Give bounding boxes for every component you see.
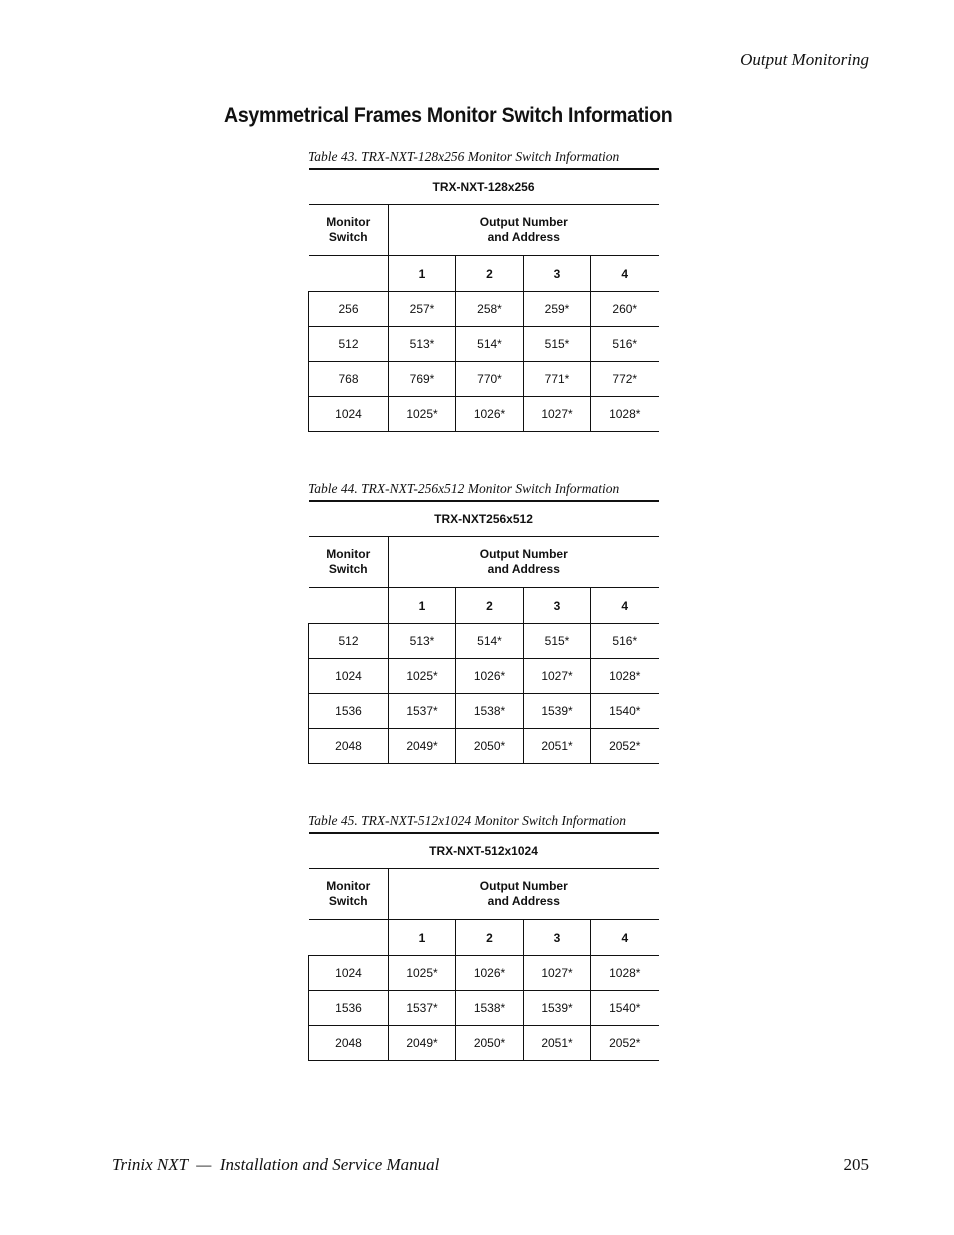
output-cell: 1537* <box>389 991 456 1026</box>
output-cell: 1025* <box>389 956 456 991</box>
monitor-cell: 1536 <box>309 694 389 729</box>
output-cell: 258* <box>456 292 524 327</box>
output-cell: 1540* <box>591 694 659 729</box>
output-column-4: 4 <box>591 920 659 956</box>
monitor-switch-table <box>308 168 659 432</box>
output-cell: 2049* <box>389 729 456 764</box>
monitor-switch-table <box>308 832 659 1061</box>
table-caption: Table 43. TRX-NXT-128x256 Monitor Switch Information <box>308 149 620 164</box>
monitor-switch-header: Monitor Switch <box>309 205 389 256</box>
output-cell: 2051* <box>524 1026 591 1061</box>
empty-cell <box>309 256 389 292</box>
running-head: Output Monitoring <box>740 50 869 69</box>
monitor-switch-header: Monitor Switch <box>309 537 389 588</box>
output-cell: 1539* <box>524 991 591 1026</box>
output-cell: 769* <box>389 362 456 397</box>
output-column-2: 2 <box>456 588 524 624</box>
table-row <box>309 659 659 694</box>
section-title: Asymmetrical Frames Monitor Switch Information <box>224 104 673 127</box>
table-block-44 <box>308 480 658 764</box>
output-cell: 513* <box>389 327 456 362</box>
output-column-1: 1 <box>389 256 456 292</box>
output-column-2: 2 <box>456 920 524 956</box>
monitor-cell: 768 <box>309 362 389 397</box>
output-column-3: 3 <box>524 920 591 956</box>
output-column-1: 1 <box>389 920 456 956</box>
output-cell: 1027* <box>524 956 591 991</box>
footer-manual-title: Trinix NXT — Installation and Service Manual <box>112 1155 440 1174</box>
output-cell: 1025* <box>389 659 456 694</box>
table-block-43 <box>308 148 658 432</box>
output-cell: 1538* <box>456 991 524 1026</box>
output-cell: 260* <box>591 292 659 327</box>
table-block-45 <box>308 812 658 1061</box>
output-cell: 515* <box>524 624 591 659</box>
monitor-cell: 1024 <box>309 659 389 694</box>
output-cell: 1027* <box>524 659 591 694</box>
table-title: TRX-NXT-128x256 <box>309 169 659 205</box>
output-number-header: Output Number and Address <box>389 869 659 920</box>
monitor-cell: 2048 <box>309 1026 389 1061</box>
table-row <box>309 327 659 362</box>
empty-cell <box>309 920 389 956</box>
output-cell: 2051* <box>524 729 591 764</box>
output-cell: 1026* <box>456 956 524 991</box>
monitor-cell: 512 <box>309 327 389 362</box>
output-cell: 1538* <box>456 694 524 729</box>
output-cell: 2050* <box>456 729 524 764</box>
monitor-cell: 256 <box>309 292 389 327</box>
output-cell: 259* <box>524 292 591 327</box>
output-cell: 514* <box>456 327 524 362</box>
output-cell: 1028* <box>591 659 659 694</box>
output-column-4: 4 <box>591 588 659 624</box>
monitor-cell: 1024 <box>309 956 389 991</box>
output-cell: 1027* <box>524 397 591 432</box>
table-row <box>309 1026 659 1061</box>
output-cell: 2050* <box>456 1026 524 1061</box>
output-cell: 1026* <box>456 397 524 432</box>
output-cell: 1025* <box>389 397 456 432</box>
empty-cell <box>309 588 389 624</box>
table-row <box>309 397 659 432</box>
output-cell: 772* <box>591 362 659 397</box>
table-title: TRX-NXT256x512 <box>309 501 659 537</box>
output-cell: 513* <box>389 624 456 659</box>
output-cell: 1537* <box>389 694 456 729</box>
table-row <box>309 292 659 327</box>
output-column-2: 2 <box>456 256 524 292</box>
monitor-cell: 512 <box>309 624 389 659</box>
table-row <box>309 729 659 764</box>
output-cell: 1028* <box>591 956 659 991</box>
output-cell: 516* <box>591 327 659 362</box>
output-cell: 1539* <box>524 694 591 729</box>
output-cell: 1540* <box>591 991 659 1026</box>
monitor-cell: 1536 <box>309 991 389 1026</box>
output-number-header: Output Number and Address <box>389 537 659 588</box>
output-cell: 2049* <box>389 1026 456 1061</box>
output-column-4: 4 <box>591 256 659 292</box>
monitor-cell: 2048 <box>309 729 389 764</box>
output-cell: 771* <box>524 362 591 397</box>
table-row <box>309 956 659 991</box>
output-cell: 514* <box>456 624 524 659</box>
table-row <box>309 624 659 659</box>
output-cell: 770* <box>456 362 524 397</box>
output-cell: 257* <box>389 292 456 327</box>
monitor-cell: 1024 <box>309 397 389 432</box>
table-row <box>309 991 659 1026</box>
output-number-header: Output Number and Address <box>389 205 659 256</box>
output-cell: 515* <box>524 327 591 362</box>
table-row <box>309 362 659 397</box>
output-cell: 1028* <box>591 397 659 432</box>
table-row <box>309 694 659 729</box>
output-column-3: 3 <box>524 256 591 292</box>
output-cell: 516* <box>591 624 659 659</box>
output-cell: 1026* <box>456 659 524 694</box>
page-number: 205 <box>843 1155 869 1174</box>
table-title: TRX-NXT-512x1024 <box>309 833 659 869</box>
output-cell: 2052* <box>591 1026 659 1061</box>
table-caption: Table 44. TRX-NXT-256x512 Monitor Switch Information <box>308 481 620 496</box>
output-column-3: 3 <box>524 588 591 624</box>
output-column-1: 1 <box>389 588 456 624</box>
table-caption: Table 45. TRX-NXT-512x1024 Monitor Switch Information <box>308 813 627 828</box>
output-cell: 2052* <box>591 729 659 764</box>
monitor-switch-header: Monitor Switch <box>309 869 389 920</box>
monitor-switch-table <box>308 500 659 764</box>
